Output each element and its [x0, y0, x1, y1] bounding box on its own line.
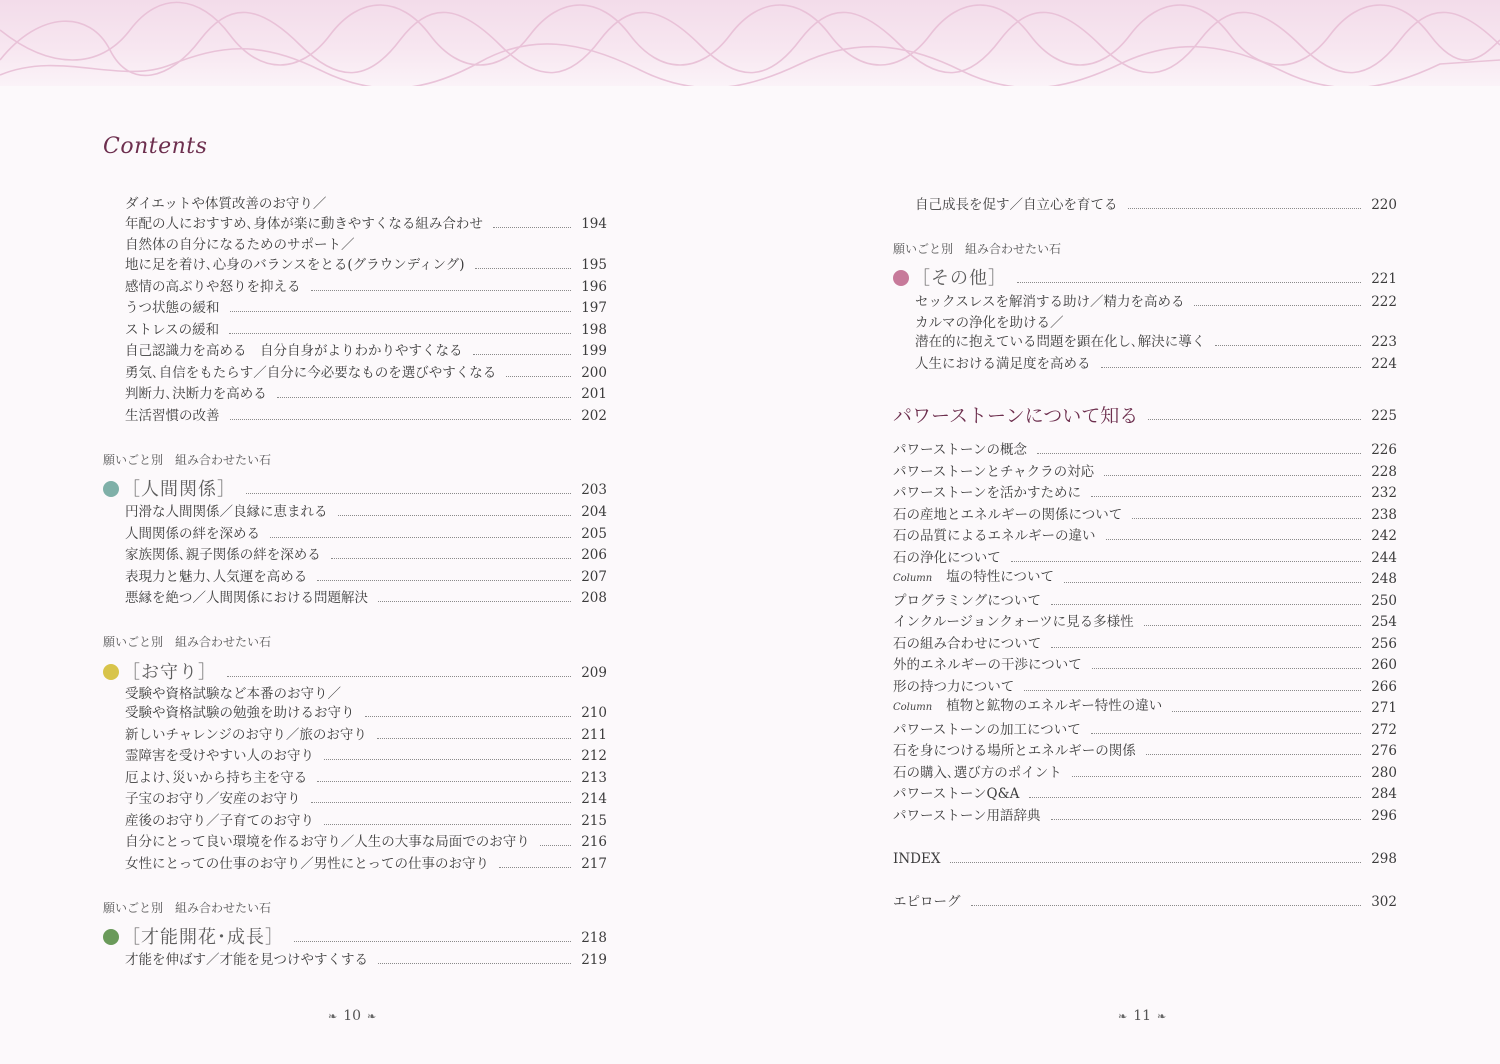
toc-entry[interactable] — [893, 440, 1397, 458]
contents-title: Contents — [103, 134, 208, 159]
leader-dots — [338, 515, 572, 516]
toc-entry[interactable] — [893, 806, 1397, 824]
leader-dots — [1172, 711, 1361, 712]
toc-entry[interactable] — [893, 655, 1397, 673]
category-title: ［才能開花･成長］ — [122, 927, 284, 948]
toc-entry[interactable] — [125, 320, 607, 338]
toc-entry[interactable] — [893, 763, 1397, 781]
leader-dots — [1029, 797, 1361, 798]
toc-page-number: 198 — [581, 322, 607, 338]
toc-entry[interactable] — [125, 789, 607, 807]
leader-dots — [1148, 419, 1361, 420]
toc-entry[interactable] — [915, 292, 1397, 310]
toc-entry-label-wrap — [893, 722, 1081, 738]
category-heading: 願いごと別 組み合わせたい石 — [103, 453, 272, 467]
toc-page-number: 205 — [581, 526, 607, 542]
leader-dots — [1051, 604, 1361, 605]
toc-entry-label-wrap — [893, 743, 1136, 759]
leader-dots — [378, 963, 571, 964]
toc-entry[interactable] — [915, 332, 1397, 350]
leader-dots — [971, 905, 1362, 906]
leader-dots — [1051, 647, 1361, 648]
toc-entry-label: 石の浄化について — [893, 549, 1001, 566]
toc-entry-label-wrap — [893, 569, 1054, 587]
section-title: パワーストーンについて知る — [893, 405, 1139, 427]
toc-entry-label-wrap — [893, 679, 1014, 695]
toc-entry[interactable] — [893, 784, 1397, 802]
toc-entry[interactable] — [893, 591, 1397, 609]
leader-dots — [378, 601, 571, 602]
category-title: ［人間関係］ — [122, 479, 236, 500]
toc-entry-label: ストレスの緩和 — [125, 322, 220, 338]
toc-entry-label-wrap — [893, 528, 1096, 544]
toc-entry-label: 家族関係､親子関係の絆を深める — [125, 547, 321, 563]
leader-dots — [229, 333, 571, 334]
category-entry[interactable] — [103, 922, 607, 946]
amulet-icon — [103, 664, 119, 680]
toc-page-number: 232 — [1371, 485, 1397, 501]
toc-page-number: 207 — [581, 569, 607, 585]
toc-page-number: 276 — [1371, 743, 1397, 759]
toc-page-number: 216 — [581, 834, 607, 850]
toc-page-number: 280 — [1371, 764, 1397, 781]
leader-dots — [317, 580, 571, 581]
ornament-icon: ❧ — [1157, 1009, 1167, 1023]
leader-dots — [311, 802, 572, 803]
toc-entry-label: 人生における満足度を高める — [915, 356, 1091, 372]
toc-entry-label: パワーストーン用語辞典 — [893, 807, 1041, 824]
toc-page-number: 208 — [581, 590, 607, 606]
toc-page-number: 218 — [581, 930, 607, 946]
toc-entry-label: 石の品質によるエネルギーの違い — [893, 528, 1096, 544]
toc-page-number: 201 — [581, 386, 607, 402]
leader-dots — [1051, 819, 1362, 820]
decorative-header-band — [0, 0, 1500, 86]
column-tag: Column — [893, 702, 933, 713]
category-title-wrap — [893, 270, 1007, 287]
toc-entry-label: 石の購入､選び方のポイント — [893, 764, 1062, 781]
toc-entry-label: INDEX — [893, 851, 941, 867]
leader-dots — [473, 354, 572, 355]
toc-entry-label: 霊障害を受けやすい人のお守り — [125, 748, 314, 764]
leader-dots — [1194, 305, 1361, 306]
leader-dots — [311, 290, 572, 291]
toc-entry[interactable] — [125, 703, 607, 721]
ornament-icon: ❧ — [328, 1009, 338, 1023]
toc-entry-label: セックスレスを解消する助け／精力を高める — [915, 294, 1185, 310]
toc-entry[interactable] — [125, 854, 607, 872]
toc-entry-label: 判断力､決断力を高める — [125, 386, 267, 402]
leader-dots — [246, 493, 571, 494]
toc-page-number: 219 — [581, 952, 607, 968]
toc-page-number: 220 — [1371, 197, 1397, 213]
toc-entry-label: 女性にとっての仕事のお守り／男性にとっての仕事のお守り — [125, 856, 489, 872]
toc-page-number: 213 — [581, 770, 607, 786]
toc-page-number: 221 — [1371, 271, 1397, 287]
toc-entry[interactable] — [893, 634, 1397, 652]
category-heading: 願いごと別 組み合わせたい石 — [103, 901, 272, 915]
leader-dots — [1017, 282, 1361, 283]
toc-page-number: 296 — [1371, 807, 1397, 824]
toc-entry-label: 才能を伸ばす／才能を見つけやすくする — [125, 952, 368, 968]
toc-entry[interactable] — [893, 526, 1397, 544]
leader-dots — [950, 862, 1361, 863]
toc-entry-label: 新しいチャレンジのお守り／旅のお守り — [125, 727, 367, 743]
toc-entry-label: 石の産地とエネルギーの関係について — [893, 506, 1123, 523]
toc-entry-label: 自己成長を促す／自立心を育てる — [915, 197, 1118, 213]
toc-entry-label: 生活習慣の改善 — [125, 408, 220, 424]
toc-entry[interactable] — [125, 341, 607, 359]
toc-page-number: 200 — [581, 365, 607, 381]
toc-entry[interactable] — [893, 612, 1397, 630]
toc-page-number: 197 — [581, 300, 607, 316]
toc-entry-label-wrap — [893, 657, 1082, 673]
toc-page-number: 284 — [1371, 786, 1397, 802]
toc-entry-label: 表現力と魅力､人気運を高める — [125, 569, 308, 585]
leader-dots — [277, 397, 571, 398]
toc-page-number: 228 — [1371, 463, 1397, 480]
toc-page-number: 223 — [1371, 334, 1397, 350]
leader-dots — [324, 759, 571, 760]
category-title-wrap — [103, 481, 236, 498]
category-title: ［その他］ — [912, 268, 1007, 289]
leader-dots — [1064, 582, 1361, 583]
toc-page-number: 199 — [581, 343, 607, 359]
toc-entry-label-wrap — [893, 614, 1134, 630]
toc-entry-label: 自分にとって良い環境を作るお守り／人生の大事な局面でのお守り — [125, 834, 530, 850]
toc-entry[interactable] — [125, 214, 607, 232]
leader-dots — [324, 824, 571, 825]
page-number-right — [1118, 1008, 1166, 1024]
toc-entry-label: 受験や資格試験の勉強を助けるお守り — [125, 705, 355, 721]
toc-entry[interactable] — [125, 545, 607, 563]
toc-entry[interactable] — [125, 725, 607, 743]
page-number-text: 10 — [343, 1008, 362, 1024]
toc-entry-label: 塩の特性について — [946, 569, 1054, 585]
toc-page-number: 194 — [581, 216, 607, 232]
toc-entry[interactable] — [125, 567, 607, 585]
leader-dots — [499, 867, 571, 868]
index-entry[interactable] — [893, 849, 1397, 867]
toc-entry-line1: カルマの浄化を助ける／ — [915, 315, 1064, 331]
toc-entry-label-wrap — [893, 464, 1094, 480]
toc-entry[interactable] — [125, 832, 607, 850]
toc-page-number: 209 — [581, 665, 607, 681]
toc-entry-label: 厄よけ､災いから持ち主を守る — [125, 770, 308, 786]
toc-entry-label: パワーストーンとチャクラの対応 — [893, 463, 1095, 480]
leader-dots — [1106, 539, 1362, 540]
category-title: ［お守り］ — [122, 662, 217, 683]
toc-entry-label: 自己認識力を高める 自分自身がよりわかりやすくなる — [125, 343, 463, 359]
toc-entry[interactable] — [125, 298, 607, 316]
leader-dots — [1104, 475, 1361, 476]
toc-entry[interactable] — [125, 588, 607, 606]
toc-entry-label: 外的エネルギーの干渉について — [893, 657, 1082, 673]
toc-page-number: 215 — [581, 813, 607, 829]
flourish-pattern — [0, 0, 1500, 86]
leader-dots — [317, 781, 571, 782]
toc-page-number: 250 — [1371, 592, 1397, 609]
toc-entry-label: パワーストーンを活かすために — [893, 485, 1082, 501]
toc-entry[interactable] — [915, 195, 1397, 213]
toc-page-number: 256 — [1371, 635, 1397, 652]
toc-page-number: 204 — [581, 504, 607, 520]
toc-entry[interactable] — [125, 363, 607, 381]
leader-dots — [506, 376, 571, 377]
leader-dots — [365, 716, 572, 717]
leader-dots — [294, 941, 571, 942]
page-number-text: 11 — [1133, 1008, 1152, 1024]
toc-page-number: 248 — [1371, 571, 1397, 587]
category-title-wrap — [103, 929, 284, 946]
ornament-icon: ❧ — [1118, 1009, 1128, 1023]
toc-entry[interactable] — [125, 502, 607, 520]
toc-page-number: 195 — [581, 257, 607, 273]
toc-entry-label: 産後のお守り／子育てのお守り — [125, 813, 314, 829]
toc-page-number: 210 — [581, 705, 607, 721]
toc-entry[interactable] — [893, 505, 1397, 523]
toc-entry-label: 形の持つ力について — [893, 678, 1015, 695]
toc-entry-label-wrap — [893, 636, 1041, 652]
column-tag: Column — [893, 573, 933, 584]
leader-dots — [1037, 453, 1361, 454]
page-number-left — [328, 1008, 376, 1024]
toc-entry-label: エピローグ — [893, 894, 961, 910]
toc-page-number: 222 — [1371, 294, 1397, 310]
toc-entry[interactable] — [893, 462, 1397, 480]
toc-entry-label-wrap — [893, 593, 1041, 609]
toc-entry-label: パワーストーンの加工について — [893, 721, 1081, 738]
toc-entry-label: 年配の人におすすめ､身体が楽に動きやすくなる組み合わせ — [125, 216, 483, 232]
toc-entry-label: 植物と鉱物のエネルギー特性の違い — [946, 698, 1163, 714]
leader-dots — [1092, 668, 1361, 669]
category-entry[interactable] — [103, 657, 607, 681]
toc-entry[interactable] — [893, 677, 1397, 695]
toc-entry[interactable] — [893, 720, 1397, 738]
toc-page-number: 225 — [1371, 408, 1397, 424]
toc-entry-label: 子宝のお守り／安産のお守り — [125, 791, 301, 807]
leader-dots — [1144, 625, 1362, 626]
leader-dots — [1011, 561, 1361, 562]
toc-page-number: 266 — [1371, 678, 1397, 695]
toc-entry-label: うつ状態の緩和 — [125, 300, 220, 316]
toc-entry-label-wrap — [893, 698, 1162, 716]
toc-entry-label-wrap — [893, 485, 1081, 501]
leader-dots — [1132, 518, 1361, 519]
leader-dots — [1101, 367, 1362, 368]
leader-dots — [270, 537, 571, 538]
toc-entry[interactable] — [125, 811, 607, 829]
sprout-icon — [103, 929, 119, 945]
flower-icon — [893, 270, 909, 286]
toc-entry[interactable] — [125, 746, 607, 764]
toc-entry[interactable] — [915, 354, 1397, 372]
toc-page-number: 196 — [581, 279, 607, 295]
toc-entry[interactable] — [125, 255, 607, 273]
toc-entry[interactable] — [125, 384, 607, 402]
leader-dots — [493, 227, 571, 228]
toc-entry[interactable] — [125, 768, 607, 786]
toc-page-number: 214 — [581, 791, 607, 807]
leader-dots — [1024, 690, 1361, 691]
toc-page-number: 217 — [581, 856, 607, 872]
category-heading: 願いごと別 組み合わせたい石 — [103, 635, 272, 649]
leader-dots — [1128, 208, 1362, 209]
toc-page-number: 244 — [1371, 549, 1397, 566]
toc-page-number: 260 — [1371, 657, 1397, 673]
toc-page-number: 298 — [1371, 851, 1397, 867]
toc-entry-label-wrap — [893, 765, 1062, 781]
toc-entry-label: パワーストーンの概念 — [893, 442, 1028, 458]
toc-entry-line1: 受験や資格試験など本番のお守り／ — [125, 686, 341, 702]
toc-entry-label: 感情の高ぶりや怒りを抑える — [125, 279, 301, 295]
people-icon — [103, 481, 119, 497]
toc-page-number: 242 — [1371, 528, 1397, 544]
toc-entry-label: プログラミングについて — [893, 592, 1041, 609]
toc-page-number: 271 — [1371, 700, 1397, 716]
toc-entry[interactable] — [125, 524, 607, 542]
toc-entry[interactable] — [125, 406, 607, 424]
leader-dots — [1091, 733, 1361, 734]
toc-entry[interactable] — [893, 548, 1397, 566]
toc-entry-label-wrap — [893, 786, 1019, 802]
toc-entry-label-wrap — [893, 808, 1041, 824]
leader-dots — [1146, 754, 1361, 755]
toc-entry-label-wrap — [893, 550, 1001, 566]
toc-page-number: 212 — [581, 748, 607, 764]
toc-entry-label-wrap — [893, 442, 1027, 458]
toc-entry-label: 円滑な人間関係／良縁に恵まれる — [125, 504, 328, 520]
toc-entry-line1: ダイエットや体質改善のお守り／ — [125, 196, 327, 212]
leader-dots — [475, 268, 572, 269]
leader-dots — [230, 311, 572, 312]
toc-entry-label: 石の組み合わせについて — [893, 635, 1042, 652]
toc-entry-label: 潜在的に抱えている問題を顕在化し､解決に導く — [915, 334, 1206, 350]
toc-page-number: 254 — [1371, 614, 1397, 630]
toc-entry[interactable] — [893, 698, 1397, 716]
ornament-icon: ❧ — [367, 1009, 377, 1023]
toc-entry-label: 石を身につける場所とエネルギーの関係 — [893, 743, 1136, 759]
leader-dots — [1215, 345, 1361, 346]
toc-page-number: 272 — [1371, 721, 1397, 738]
leader-dots — [377, 738, 571, 739]
toc-entry-label: 勇気､自信をもたらす／自分に今必要なものを選びやすくなる — [125, 365, 497, 381]
toc-page-number: 202 — [581, 408, 607, 424]
leader-dots — [1091, 496, 1361, 497]
toc-entry-line1: 自然体の自分になるためのサポート／ — [125, 237, 355, 253]
leader-dots — [227, 676, 571, 677]
category-title-wrap — [103, 664, 217, 681]
toc-entry[interactable] — [893, 741, 1397, 759]
toc-entry-label: インクルージョンクォーツに見る多様性 — [893, 614, 1134, 630]
toc-entry[interactable] — [893, 483, 1397, 501]
toc-page-number: 238 — [1371, 506, 1397, 523]
category-entry[interactable] — [103, 474, 607, 498]
leader-dots — [540, 845, 571, 846]
leader-dots — [1072, 776, 1361, 777]
category-entry[interactable] — [893, 263, 1397, 287]
leader-dots — [331, 558, 571, 559]
toc-entry-label: パワーストーンQ&A — [893, 786, 1020, 802]
toc-page-number: 211 — [581, 727, 607, 743]
toc-entry[interactable] — [893, 569, 1397, 587]
toc-entry-label-wrap — [893, 507, 1122, 523]
toc-entry-label: 悪縁を絶つ／人間関係における問題解決 — [125, 590, 368, 606]
toc-page-number: 224 — [1371, 356, 1397, 372]
section-entry[interactable] — [893, 398, 1397, 427]
toc-entry[interactable] — [125, 950, 607, 968]
toc-page-number: 206 — [581, 547, 607, 563]
leader-dots — [230, 419, 572, 420]
toc-page-number: 203 — [581, 482, 607, 498]
toc-entry-label: 人間関係の絆を深める — [125, 526, 260, 542]
toc-entry-label: 地に足を着け､心身のバランスをとる(グラウンディング) — [125, 257, 465, 273]
toc-page-number: 302 — [1371, 894, 1397, 910]
epilogue-entry[interactable] — [893, 892, 1397, 910]
toc-entry[interactable] — [125, 277, 607, 295]
toc-page-number: 226 — [1371, 442, 1397, 458]
category-heading: 願いごと別 組み合わせたい石 — [893, 242, 1062, 256]
